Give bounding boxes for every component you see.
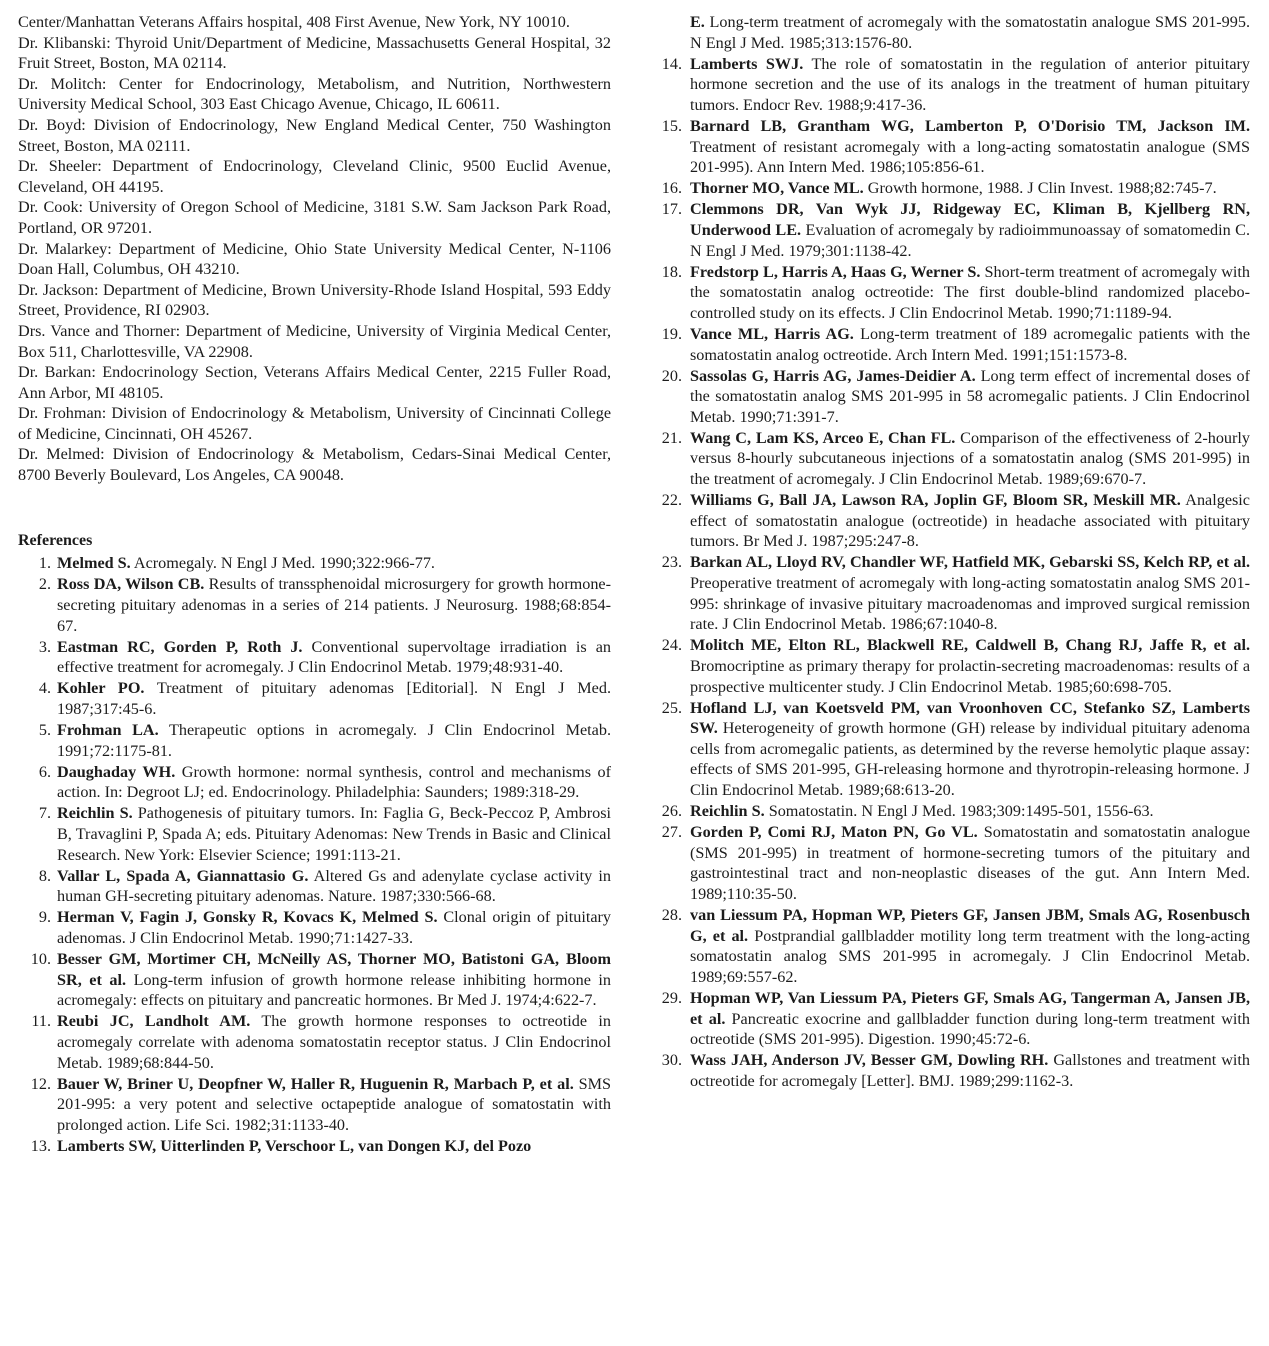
reference-authors: Barkan AL, Lloyd RV, Chandler WF, Hatfield MK, Gebarski SS, Kelch RP, et al. [690, 553, 1250, 572]
reference-body [57, 553, 611, 574]
reference-body [57, 907, 611, 948]
reference-authors: Williams G, Ball JA, Lawson RA, Joplin GF, Bloom SR, Meskill MR. [690, 491, 1181, 510]
reference-body [57, 762, 611, 803]
reference-body [690, 428, 1250, 490]
reference-item [640, 199, 1250, 261]
reference-body [690, 116, 1250, 178]
affiliation: Dr. Molitch: Center for Endocrinology, Metabolism, and Nutrition, Northwestern University Medical School, 303 East Chicago Avenue, Chicago, IL 60611. [18, 74, 611, 114]
reference-text: Long-term treatment of acromegaly with the somatostatin analogue SMS 201-995. N Engl J Med. 1985;313:1576-80. [690, 13, 1251, 52]
reference-item [640, 698, 1250, 801]
reference-number: 29. [661, 988, 682, 1007]
affiliation: Dr. Klibanski: Thyroid Unit/Department of Medicine, Massachusetts General Hospital, 32 Fruit Street, Boston, MA 02114. [18, 33, 611, 73]
reference-item [640, 324, 1250, 365]
reference-body [690, 822, 1250, 904]
reference-text: Preoperative treatment of acromegaly with long-acting somatostatin analog SMS 201-995: shrinkage of invasive pituitary macroadenomas and improved surgical remission rate. J Clin Endocrinol Metab. 1986;67:1040-8. [690, 574, 1250, 634]
reference-number: 1. [38, 554, 51, 573]
reference-number: 23. [661, 553, 682, 572]
reference-number: 5. [38, 721, 51, 739]
right-column [640, 12, 1250, 1092]
reference-text: Clonal origin of pituitary adenomas. J Clin Endocrinol Metab. 1990;71:1427-33. [57, 908, 611, 947]
reference-number: 9. [38, 908, 51, 927]
reference-body [57, 1136, 611, 1157]
reference-text: Gallstones and treatment with octreotide for acromegaly [Letter]. BMJ. 1989;299:1162-3. [690, 1051, 1251, 1090]
affiliation: Dr. Barkan: Endocrinology Section, Veterans Affairs Medical Center, 2215 Fuller Road, Ann Arbor, MI 48105. [18, 363, 611, 402]
reference-text: Pancreatic exocrine and gallbladder function during long-term treatment with octreotide (SMS 201-995). Digestion. 1990;45:72-6. [690, 1009, 1250, 1049]
reference-body [57, 803, 611, 865]
reference-body [57, 866, 611, 907]
reference-item [18, 762, 611, 803]
reference-authors: Vance ML, Harris AG. [690, 324, 854, 343]
reference-body [690, 698, 1250, 801]
reference-item [640, 635, 1250, 697]
reference-text: Analgesic effect of somatostatin analogue (octreotide) in headache associated with pituitary tumors. Br Med J. 1987;295:247-8. [690, 491, 1250, 551]
reference-authors: Daughaday WH. [57, 762, 176, 781]
reference-item [18, 907, 611, 948]
reference-text: Long term effect of incremental doses of the somatostatin analog SMS 201-995 in 58 acromegalic patients. J Clin Endocrinol Metab. 1990;71:391-7. [690, 366, 1251, 426]
reference-text: Conventional supervoltage irradiation is an effective treatment for acromegaly. J Clin Endocrinol Metab. 1979;48:931-40. [57, 637, 611, 677]
reference-number: 19. [661, 324, 682, 343]
reference-authors: Thorner MO, Vance ML. [690, 179, 864, 198]
reference-number: 6. [38, 762, 51, 781]
affiliation: Dr. Sheeler: Department of Endocrinology, Cleveland Clinic, 9500 Euclid Avenue, Cleveland, OH 44195. [18, 157, 611, 196]
reference-authors: Reubi JC, Landholt AM. [57, 1012, 251, 1031]
affiliation: Drs. Vance and Thorner: Department of Medicine, University of Virginia Medical Center, Box 511, Charlottesville, VA 22908. [18, 321, 611, 361]
reference-13-continuation [640, 12, 1250, 53]
reference-text: Evaluation of acromegaly by radioimmunoassay of somatomedin C. N Engl J Med. 1979;301:1138-42. [690, 220, 1250, 260]
reference-item [18, 949, 611, 1011]
reference-text: Long-term infusion of growth hormone release inhibiting hormone in acromegaly: effects on pituitary and pancreatic hormones. Br Med J. 1974;4:622-7. [57, 970, 612, 1010]
reference-list-right [640, 54, 1250, 1092]
reference-item [640, 178, 1250, 199]
reference-item [18, 866, 611, 907]
reference-body [57, 1011, 611, 1073]
reference-number: 7. [38, 804, 51, 823]
reference-number: 10. [30, 950, 51, 969]
reference-item [640, 116, 1250, 178]
reference-item [18, 637, 611, 678]
reference-body [690, 1050, 1250, 1091]
reference-body [57, 949, 611, 1011]
reference-number: 25. [661, 698, 682, 717]
reference-item [18, 553, 611, 574]
reference-authors: Molitch ME, Elton RL, Blackwell RE, Caldwell B, Chang RJ, Jaffe R, et al. [690, 636, 1250, 655]
affiliation: Dr. Boyd: Division of Endocrinology, New England Medical Center, 750 Washington Street, Boston, MA 02111. [18, 115, 611, 155]
reference-number: 3. [38, 637, 51, 656]
reference-number: 26. [661, 802, 682, 821]
reference-number: 20. [661, 366, 682, 385]
reference-item [640, 366, 1250, 428]
reference-text: Growth hormone: normal synthesis, control and mechanisms of action. In: Degroot LJ; ed. Endocrinology. Philadelphia: Saunders; 1989:318-29. [57, 762, 612, 802]
reference-body [690, 324, 1250, 365]
reference-item [640, 905, 1250, 987]
reference-text: Growth hormone, 1988. J Clin Invest. 1988;82:745-7. [867, 179, 1217, 198]
reference-authors: Hopman WP, Van Liessum PA, Pieters GF, Smals AG, Tangerman A, Jansen JB, et al. [690, 988, 1250, 1028]
reference-text: Short-term treatment of acromegaly with the somatostatin analog octreotide: The first double-blind randomized placebo-controlled study on its effects. J Clin Endocrinol Metab. 1990;71:1189-94. [690, 262, 1250, 322]
reference-body [57, 720, 611, 761]
reference-item [640, 552, 1250, 634]
reference-authors: Ross DA, Wilson CB. [57, 575, 205, 594]
reference-number: 17. [661, 200, 682, 219]
reference-authors: E. [690, 13, 705, 31]
reference-body [690, 490, 1250, 552]
reference-list-left [18, 553, 611, 1156]
reference-body [690, 635, 1250, 697]
reference-text: Bromocriptine as primary therapy for prolactin-secreting macroadenomas: results of a prospective multicenter study. J Clin Endocrinol Metab. 1985;60:698-705. [690, 656, 1250, 696]
reference-number: 2. [38, 575, 51, 594]
reference-text: Somatostatin and somatostatin analogue (SMS 201-995) in treatment of hormone-secreting tumors of the pituitary and gastrointestinal tract and non-neoplastic diseases of the gut. Ann Intern Med. 1989;110:35-50. [690, 823, 1250, 903]
reference-authors: van Liessum PA, Hopman WP, Pieters GF, Jansen JBM, Smals AG, Rosenbusch G, et al. [690, 906, 1250, 945]
references-heading: References [18, 531, 93, 549]
reference-item [640, 988, 1250, 1050]
reference-number: 11. [31, 1012, 51, 1031]
reference-body [57, 1074, 611, 1136]
reference-number: 21. [661, 428, 682, 447]
reference-authors: Reichlin S. [57, 804, 133, 823]
reference-item [18, 1136, 611, 1157]
reference-body [690, 988, 1250, 1050]
reference-body [690, 801, 1250, 822]
reference-text: SMS 201-995: a very potent and selective octapeptide analogue of somatostatin with prolonged action. Life Sci. 1982;31:1133-40. [57, 1074, 612, 1134]
reference-authors: Kohler PO. [57, 679, 145, 698]
reference-text: Results of transsphenoidal microsurgery for growth hormone-secreting pituitary adenomas in a series of 214 patients. J Neurosurg. 1988;68:854-67. [57, 575, 612, 635]
reference-number: 4. [38, 679, 51, 698]
affiliation: Dr. Cook: University of Oregon School of Medicine, 3181 S.W. Sam Jackson Park Road, Portland, OR 97201. [18, 198, 611, 237]
reference-number: 27. [661, 823, 682, 842]
reference-authors: Frohman LA. [57, 721, 159, 739]
reference-authors: Sassolas G, Harris AG, James-Deidier A. [690, 366, 976, 385]
affiliation: Dr. Melmed: Division of Endocrinology & Metabolism, Cedars-Sinai Medical Center, 8700 Beverly Boulevard, Los Angeles, CA 90048. [18, 445, 611, 485]
reference-item [18, 574, 611, 636]
reference-item [18, 1011, 611, 1073]
reference-item [640, 822, 1250, 904]
reference-authors: Vallar L, Spada A, Giannattasio G. [57, 866, 309, 885]
reference-body [690, 905, 1250, 987]
reference-authors: Besser GM, Mortimer CH, McNeilly AS, Thorner MO, Batistoni GA, Bloom SR, et al. [57, 950, 611, 989]
reference-number: 22. [661, 491, 682, 510]
reference-text: Comparison of the effectiveness of 2-hourly versus 8-hourly subcutaneous injections of a somatostatin analog (SMS 201-995) in the treatment of acromegaly. J Clin Endocrinol Metab. 1989;69:670-7. [690, 428, 1250, 489]
reference-authors: Fredstorp L, Harris A, Haas G, Werner S. [690, 262, 981, 281]
reference-number: 24. [661, 636, 682, 655]
reference-text: Acromegaly. N Engl J Med. 1990;322:966-77. [133, 554, 435, 573]
reference-text: The growth hormone responses to octreotide in acromegaly correlate with adenoma somatostatin receptor status. J Clin Endocrinol Metab. 1989;68:844-50. [57, 1012, 611, 1072]
left-column [18, 12, 611, 1157]
reference-text: Somatostatin. N Engl J Med. 1983;309:1495-501, 1556-63. [768, 802, 1154, 821]
reference-item [18, 720, 611, 761]
reference-number: 15. [661, 116, 682, 135]
reference-number: 18. [661, 262, 682, 281]
reference-item [640, 54, 1250, 116]
reference-number: 8. [38, 866, 51, 885]
reference-authors: Bauer W, Briner U, Deopfner W, Haller R, Huguenin R, Marbach P, et al. [57, 1074, 574, 1093]
reference-number: 12. [30, 1074, 51, 1093]
reference-number: 28. [661, 906, 682, 925]
reference-item [640, 801, 1250, 822]
reference-item [640, 262, 1250, 324]
reference-item [18, 803, 611, 865]
reference-authors: Melmed S. [57, 554, 131, 573]
reference-text: Altered Gs and adenylate cyclase activity in human GH-secreting pituitary adenomas. Nature. 1987;330:566-68. [57, 866, 611, 906]
reference-item [640, 490, 1250, 552]
reference-authors: Barnard LB, Grantham WG, Lamberton P, O'Dorisio TM, Jackson IM. [690, 116, 1250, 135]
reference-text: Postprandial gallbladder motility long term treatment with the long-acting somatostatin analog SMS 201-995 in acromegaly. J Clin Endocrinol Metab. 1989;69:557-62. [690, 926, 1250, 986]
reference-text: The role of somatostatin in the regulation of anterior pituitary hormone secretion and the use of its analogs in the treatment of human pituitary tumors. Endocr Rev. 1988;9:417-36. [690, 54, 1250, 114]
reference-text: Treatment of pituitary adenomas [Editorial]. N Engl J Med. 1987;317:45-6. [57, 679, 611, 718]
reference-body [57, 574, 611, 636]
reference-authors: Hofland LJ, van Koetsveld PM, van Vroonhoven CC, Stefanko SZ, Lamberts SW. [690, 698, 1250, 738]
reference-authors: Herman V, Fagin J, Gonsky R, Kovacs K, Melmed S. [57, 908, 438, 927]
reference-authors: Gorden P, Comi RJ, Maton PN, Go VL. [690, 823, 978, 842]
affiliation: Center/Manhattan Veterans Affairs hospital, 408 First Avenue, New York, NY 10010. [18, 13, 570, 31]
reference-body [690, 366, 1250, 428]
reference-body [57, 637, 611, 678]
reference-number: 14. [661, 54, 682, 73]
reference-body [690, 552, 1250, 634]
reference-text: Treatment of resistant acromegaly with a long-acting somatostatin analogue (SMS 201-995). Ann Intern Med. 1986;105:856-61. [690, 137, 1250, 177]
reference-text: Therapeutic options in acromegaly. J Clin Endocrinol Metab. 1991;72:1175-81. [57, 721, 611, 760]
reference-authors: Reichlin S. [690, 802, 765, 821]
reference-body [57, 678, 611, 719]
reference-body [690, 54, 1250, 116]
reference-text: Long-term treatment of 189 acromegalic patients with the somatostatin analog octreotide. Arch Intern Med. 1991;151:1573-8. [690, 324, 1251, 364]
reference-item [18, 1074, 611, 1136]
reference-authors: Lamberts SWJ. [690, 54, 804, 73]
affiliation: Dr. Jackson: Department of Medicine, Brown University-Rhode Island Hospital, 593 Eddy Street, Providence, RI 02903. [18, 280, 611, 320]
reference-number: 16. [661, 179, 682, 198]
author-affiliations [18, 12, 611, 486]
reference-authors: Eastman RC, Gorden P, Roth J. [57, 637, 303, 656]
reference-text: Pathogenesis of pituitary tumors. In: Faglia G, Beck-Peccoz P, Ambrosi B, Travaglini P, Spada A; eds. Pituitary Adenomas: New Trends in Basic and Clinical Research. New York: Elsevier Science; 1991:113-21. [57, 804, 611, 864]
reference-body [690, 178, 1250, 199]
reference-item [18, 678, 611, 719]
reference-authors: Wang C, Lam KS, Arceo E, Chan FL. [690, 428, 956, 447]
affiliation: Dr. Malarkey: Department of Medicine, Ohio State University Medical Center, N-1106 Doan Hall, Columbus, OH 43210. [18, 239, 611, 279]
reference-body [690, 262, 1250, 324]
reference-text: Heterogeneity of growth hormone (GH) release by individual pituitary adenoma cells from acromegalic patients, as determined by the reverse hemolytic plaque assay: effects of SMS 201-995, GH-releasing hormone and thyrotropin-releasing hormone. J Clin Endocrinol Metab. 1989;68:613-20. [690, 719, 1251, 799]
reference-authors: Clemmons DR, Van Wyk JJ, Ridgeway EC, Kliman B, Kjellberg RN, Underwood LE. [690, 200, 1250, 239]
reference-authors: Wass JAH, Anderson JV, Besser GM, Dowling RH. [690, 1051, 1049, 1070]
reference-number: 13. [30, 1136, 51, 1155]
reference-item [640, 1050, 1250, 1091]
reference-body [690, 199, 1250, 261]
reference-authors: Lamberts SW, Uitterlinden P, Verschoor L, van Dongen KJ, del Pozo [57, 1136, 532, 1155]
affiliation: Dr. Frohman: Division of Endocrinology & Metabolism, University of Cincinnati College of Medicine, Cincinnati, OH 45267. [18, 404, 611, 443]
reference-item [640, 428, 1250, 490]
reference-number: 30. [661, 1051, 682, 1070]
